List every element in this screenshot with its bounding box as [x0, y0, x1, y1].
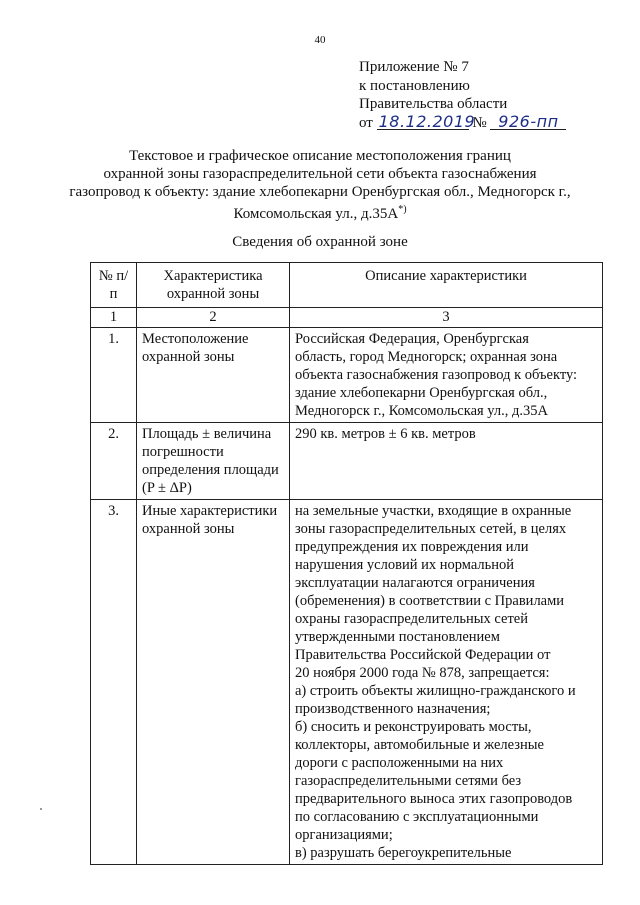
- row-num: 2.: [91, 423, 137, 500]
- description-line: зоны газораспределительных сетей, в целях: [295, 521, 567, 537]
- row-description: [290, 423, 603, 500]
- description-line: в) разрушать берегоукрепительные: [295, 845, 512, 861]
- description-line: предупреждения их повреждения или: [295, 539, 529, 555]
- description-line: охраны газораспределительных сетей: [295, 611, 528, 627]
- row-num: 3.: [91, 500, 137, 865]
- description-line: газораспределительными сетями без: [295, 773, 522, 789]
- title-line-4: [60, 201, 580, 223]
- description-line: область, город Медногорск; охранная зона: [295, 349, 558, 365]
- from-label: от: [359, 114, 373, 131]
- appendix-title: Приложение № 7: [359, 59, 469, 75]
- row-description: [290, 328, 603, 423]
- row-characteristic: Местоположение охранной зоны: [137, 328, 290, 423]
- description-line: б) сносить и реконструировать мосты,: [295, 719, 532, 735]
- description-line: 290 кв. метров ± 6 кв. метров: [295, 426, 476, 442]
- appendix-authority: Правительства области: [359, 96, 508, 112]
- description-line: 20 ноября 2000 года № 878, запрещается:: [295, 665, 550, 681]
- description-line: на земельные участки, входящие в охранные: [295, 503, 572, 519]
- description-line: коллекторы, автомобильные и железные: [295, 737, 544, 753]
- column-number-row: [91, 308, 603, 328]
- section-subtitle: Сведения об охранной зоне: [232, 234, 408, 250]
- column-number: 3: [290, 308, 603, 328]
- description-line: утвержденными постановлением: [295, 629, 500, 645]
- appendix-block: [359, 58, 566, 132]
- document-title: [60, 147, 580, 223]
- appendix-date-line: [359, 111, 566, 133]
- title-line-3: газопровод к объекту: здание хлебопекарни Оренбургская обл., Медногорск г.,: [69, 184, 571, 200]
- description-line: организациями;: [295, 827, 393, 843]
- description-line: эксплуатации налагаются ограничения: [295, 575, 535, 591]
- description-line: (обременения) в соответствии с Правилами: [295, 593, 565, 609]
- header-num: № п/п: [91, 263, 137, 308]
- header-characteristic: Характеристика охранной зоны: [137, 263, 290, 308]
- row-description: [290, 500, 603, 865]
- description-line: объекта газоснабжения газопровод к объекту:: [295, 367, 578, 383]
- column-number: 2: [137, 308, 290, 328]
- description-line: а) строить объекты жилищно-гражданского и: [295, 683, 576, 699]
- handwritten-number: 926-пп: [490, 114, 566, 130]
- description-line: Правительства Российской Федерации от: [295, 647, 551, 663]
- title-line-2: охранной зоны газораспределительной сети объекта газоснабжения: [103, 166, 537, 182]
- zone-info-table: [90, 262, 603, 865]
- title-line-1: Текстовое и графическое описание местоположения границ: [129, 148, 511, 164]
- column-number: 1: [91, 308, 137, 328]
- description-line: по согласованию с эксплуатационными: [295, 809, 539, 825]
- row-characteristic: Иные характеристики охранной зоны: [137, 500, 290, 865]
- title-address: Комсомольская ул., д.35А: [233, 206, 399, 222]
- header-description: Описание характеристики: [290, 263, 603, 308]
- description-line: здание хлебопекарни Оренбургская обл.,: [295, 385, 548, 401]
- description-line: Российская Федерация, Оренбургская: [295, 331, 529, 347]
- row-characteristic: Площадь ± величина погрешности определения площади (P ± ΔP): [137, 423, 290, 500]
- description-line: предварительного выноса этих газопроводов: [295, 791, 573, 807]
- description-line: нарушения условий их нормальной: [295, 557, 515, 573]
- table-header-row: [91, 263, 603, 308]
- footnote-mark: *): [398, 204, 407, 215]
- table-row: [91, 423, 603, 500]
- table-row: [91, 500, 603, 865]
- description-line: Медногорск г., Комсомольская ул., д.35А: [295, 403, 548, 419]
- number-label: №: [472, 114, 487, 131]
- table-row: [91, 328, 603, 423]
- description-line: дороги с расположенными на них: [295, 755, 504, 771]
- handwritten-date: 18.12.2019: [378, 111, 476, 131]
- description-line: производственного назначения;: [295, 701, 491, 717]
- row-num: 1.: [91, 328, 137, 423]
- scan-speck: [40, 808, 42, 810]
- appendix-ref: к постановлению: [359, 77, 470, 94]
- page-number: 40: [314, 34, 326, 46]
